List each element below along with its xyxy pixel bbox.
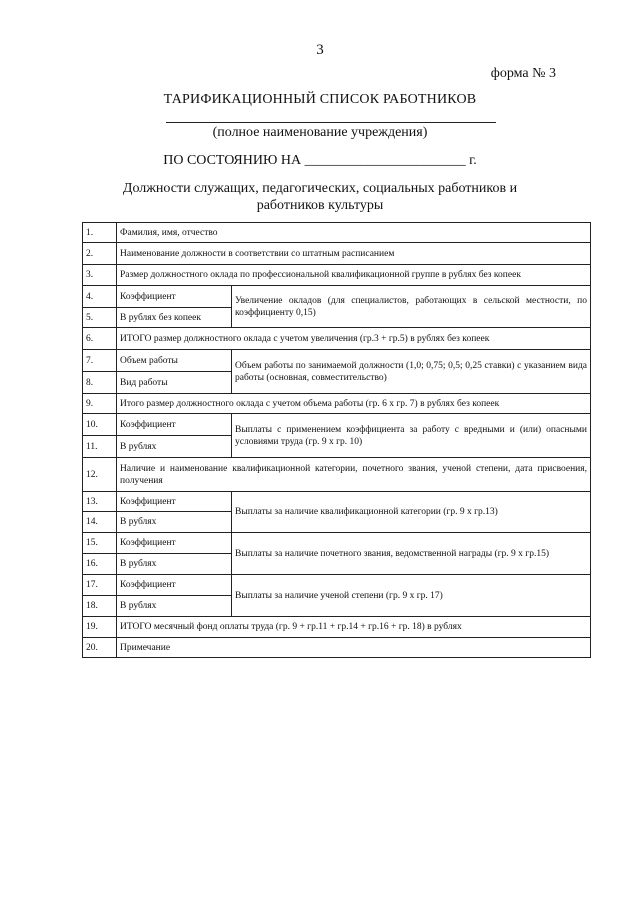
- row-description: Увеличение окладов (для специалистов, работающих в сельской местности, по коэффициенту 0,15): [232, 286, 591, 328]
- table-row: [83, 286, 591, 308]
- table-row: [83, 458, 591, 492]
- row-label: Размер должностного оклада по профессиональной квалификационной группе в рублях без копеек: [117, 265, 591, 286]
- table-row: [83, 350, 591, 372]
- as-of-date-line: ПО СОСТОЯНИЮ НА _______________________ г.: [163, 153, 477, 168]
- row-sublabel: Коэффициент: [117, 533, 232, 554]
- row-description: Выплаты за наличие квалификационной категории (гр. 9 х гр.13): [232, 492, 591, 533]
- table-row: [83, 328, 591, 350]
- row-number: 6.: [83, 328, 117, 350]
- row-number: 15.: [83, 533, 117, 554]
- row-label: ИТОГО месячный фонд оплаты труда (гр. 9 + гр.11 + гр.14 + гр.16 + гр. 18) в рублях: [117, 617, 591, 638]
- row-number: 1.: [83, 223, 117, 243]
- row-description: Выплаты за наличие почетного звания, ведомственной награды (гр. 9 х гр.15): [232, 533, 591, 575]
- row-description: Выплаты за наличие ученой степени (гр. 9 х гр. 17): [232, 575, 591, 617]
- tariff-form-table: [82, 222, 591, 658]
- row-number: 7.: [83, 350, 117, 372]
- row-sublabel: Коэффициент: [117, 575, 232, 596]
- form-label: форма № 3: [490, 66, 556, 81]
- row-number: 17.: [83, 575, 117, 596]
- institution-name-line: [166, 122, 496, 123]
- row-sublabel: В рублях: [117, 596, 232, 617]
- row-label: Наименование должности в соответствии со штатным расписанием: [117, 243, 591, 265]
- row-number: 13.: [83, 492, 117, 512]
- row-number: 10.: [83, 414, 117, 436]
- row-number: 4.: [83, 286, 117, 308]
- row-number: 16.: [83, 554, 117, 575]
- page-number: 3: [316, 42, 324, 58]
- row-sublabel: В рублях: [117, 554, 232, 575]
- row-number: 2.: [83, 243, 117, 265]
- row-label: Фамилия, имя, отчество: [117, 223, 591, 243]
- row-number: 8.: [83, 372, 117, 394]
- table-row: [83, 223, 591, 243]
- table-row: [83, 492, 591, 512]
- row-number: 12.: [83, 458, 117, 492]
- row-label: Итого размер должностного оклада с учетом объема работы (гр. 6 х гр. 7) в рублях без копеек: [117, 394, 591, 414]
- row-sublabel: Вид работы: [117, 372, 232, 394]
- row-number: 5.: [83, 308, 117, 328]
- row-sublabel: Коэффициент: [117, 286, 232, 308]
- table-row: [83, 617, 591, 638]
- table-row: [83, 533, 591, 554]
- row-description: Объем работы по занимаемой должности (1,0; 0,75; 0,5; 0,25 ставки) с указанием вида работы (основная, совместительство): [232, 350, 591, 394]
- row-number: 3.: [83, 265, 117, 286]
- row-number: 20.: [83, 638, 117, 658]
- row-sublabel: В рублях: [117, 436, 232, 458]
- row-sublabel: В рублях без копеек: [117, 308, 232, 328]
- table-row: [83, 575, 591, 596]
- row-sublabel: Объем работы: [117, 350, 232, 372]
- row-number: 9.: [83, 394, 117, 414]
- row-sublabel: В рублях: [117, 512, 232, 533]
- row-label: Наличие и наименование квалификационной категории, почетного звания, ученой степени, дата присвоения, получения: [117, 458, 591, 492]
- table-row: [83, 638, 591, 658]
- table-row: [83, 414, 591, 436]
- section-title: Должности служащих, педагогических, социальных работников и работников культуры: [122, 181, 518, 213]
- row-label: ИТОГО размер должностного оклада с учетом увеличения (гр.3 + гр.5) в рублях без копеек: [117, 328, 591, 350]
- institution-caption: (полное наименование учреждения): [212, 125, 428, 140]
- table-row: [83, 394, 591, 414]
- row-description: Выплаты с применением коэффициента за работу с вредными и (или) опасными условиями труда (гр. 9 х гр. 10): [232, 414, 591, 458]
- row-number: 14.: [83, 512, 117, 533]
- row-sublabel: Коэффициент: [117, 414, 232, 436]
- document-title: ТАРИФИКАЦИОННЫЙ СПИСОК РАБОТНИКОВ: [163, 92, 477, 107]
- row-sublabel: Коэффициент: [117, 492, 232, 512]
- table-row: [83, 265, 591, 286]
- row-label: Примечание: [117, 638, 591, 658]
- row-number: 18.: [83, 596, 117, 617]
- row-number: 19.: [83, 617, 117, 638]
- table-row: [83, 243, 591, 265]
- row-number: 11.: [83, 436, 117, 458]
